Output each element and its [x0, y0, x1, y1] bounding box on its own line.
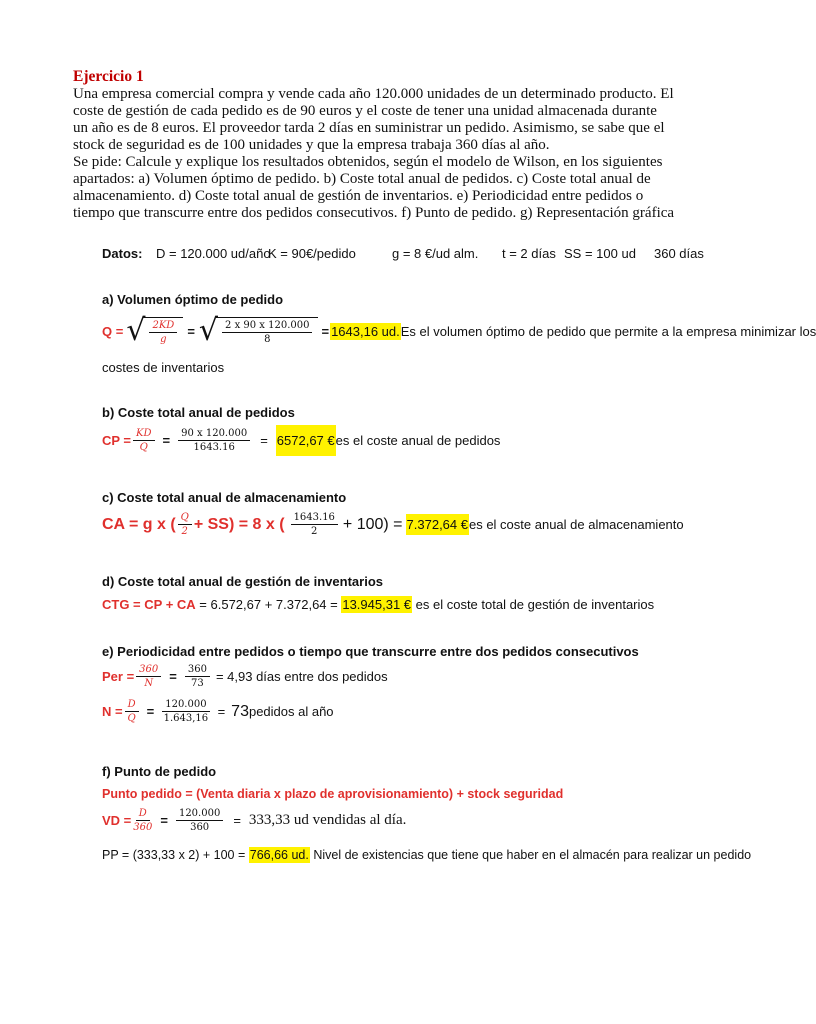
section-a-formula [102, 313, 816, 348]
b-text: es el coste anual de pedidos [335, 433, 501, 448]
section-f-pp [102, 848, 751, 862]
intro-line-8: tiempo que transcurre entre dos pedidos consecutivos. f) Punto de pedido. g) Representación gráfica [73, 205, 675, 221]
b-f-den: Q [139, 442, 148, 453]
datos-d: D = 120.000 ud/año [156, 246, 271, 261]
f-vd-c-den: 360 [190, 822, 210, 833]
f-vd-lhs: VD = [102, 813, 132, 828]
e-n-c-num: 120.000 [162, 699, 209, 712]
a-calc-num: 2 x 90 x 120.000 [222, 320, 312, 333]
intro-line-6: apartados: a) Volumen óptimo de pedido. b) Coste total anual de pedidos. c) Coste total anual de [73, 171, 651, 187]
f-vd-den: 360 [133, 822, 153, 833]
e-n-eq: = [146, 704, 155, 719]
e-n-value: 73 [231, 702, 249, 720]
c-text: es el coste anual de almacenamiento [468, 517, 684, 532]
f-pp-result: 766,66 ud. [249, 848, 309, 862]
f-pp-calc: PP = (333,33 x 2) + 100 = [102, 848, 249, 862]
b-eq2: = [260, 433, 268, 448]
a-eq: = [187, 323, 195, 339]
b-result: 6572,67 € [276, 425, 336, 456]
section-c-title: c) Coste total anual de almacenamiento [102, 490, 347, 505]
section-c-formula [102, 512, 684, 537]
f-vd-result: 333,33 ud vendidas al día. [248, 812, 407, 828]
f-vd-eq: = [160, 813, 168, 828]
e-n-num: D [125, 699, 139, 712]
a-result: 1643,16 ud. [331, 323, 400, 339]
datos-dias: 360 días [654, 246, 704, 261]
a-lhs: Q = [102, 323, 124, 339]
d-lhs: CTG = CP + CA [102, 597, 196, 612]
d-calc: = 6.572,67 + 7.372,64 = [195, 597, 342, 612]
a-text: Es el volumen óptimo de pedido que permite a la empresa minimizar los [400, 323, 816, 339]
intro-line-1: Una empresa comercial compra y vende cada año 120.000 unidades de un determinado producto. El [73, 86, 674, 102]
section-b-formula [102, 425, 500, 456]
e-per-lhs: Per = [102, 669, 135, 684]
f-vd-num: D [136, 808, 150, 821]
datos-row: Datos: [102, 246, 143, 261]
d-result: 13.945,31 € [342, 597, 412, 612]
c-rest: + 100) = [342, 515, 403, 533]
d-text: es el coste total de gestión de inventarios [412, 597, 655, 612]
e-per-num: 360 [136, 664, 161, 677]
b-lhs: CP = [102, 433, 132, 448]
datos-label: Datos [102, 246, 139, 261]
e-n-c-den: 1.643,16 [163, 713, 209, 724]
c-lhs: CA = g x ( [102, 515, 176, 533]
c-plus-ss: + SS) = 8 x ( [193, 515, 285, 533]
a-rad-den: g [160, 334, 167, 345]
section-e-per [102, 664, 388, 689]
c-c-den: 2 [311, 526, 318, 537]
section-b-title: b) Coste total anual de pedidos [102, 405, 295, 420]
e-per-eq: = [169, 669, 177, 684]
e-per-c-num: 360 [185, 664, 210, 677]
section-a-title: a) Volumen óptimo de pedido [102, 292, 284, 307]
datos-t: t = 2 días [502, 246, 556, 261]
section-e-n [102, 699, 334, 724]
section-f-vd [102, 808, 406, 833]
section-d-formula [102, 597, 654, 612]
c-result: 7.372,64 € [406, 514, 469, 535]
intro-line-2: coste de gestión de cada pedido es de 90 euros y el coste de tener una unidad almacenada durante [73, 103, 657, 119]
datos-ss: SS = 100 ud [564, 246, 636, 261]
b-c-den: 1643.16 [193, 442, 235, 453]
c-f-den: 2 [181, 526, 188, 537]
f-vd-c-num: 120.000 [176, 808, 223, 821]
datos-g: g = 8 €/ud alm. [392, 246, 479, 261]
a-rad-num: 2KD [149, 320, 177, 333]
a-radical-calc [198, 313, 319, 348]
e-per-den: N [144, 678, 154, 689]
datos-k: K = 90€/pedido [268, 246, 356, 261]
intro-line-5: Se pide: Calcule y explique los resultados obtenidos, según el modelo de Wilson, en los siguientes [73, 154, 663, 170]
c-f-num: Q [178, 512, 192, 525]
b-c-num: 90 x 120.000 [178, 428, 250, 441]
intro-line-3: un año es de 8 euros. El proveedor tarda 2 días en suministrar un pedido. Asimismo, se sabe que el [73, 120, 665, 136]
e-n-text: pedidos al año [248, 704, 334, 719]
f-pp-text: Nivel de existencias que tiene que haber en el almacén para realizar un pedido [309, 848, 752, 862]
b-eq: = [162, 433, 171, 448]
section-e-title: e) Periodicidad entre pedidos o tiempo que transcurre entre dos pedidos consecutivos [102, 644, 639, 659]
e-per-c-den: 73 [191, 678, 204, 689]
e-n-eq2: = [217, 704, 226, 719]
f-vd-eq2: = [233, 813, 241, 828]
radical-icon: √ [198, 313, 219, 348]
e-n-den: Q [127, 713, 136, 724]
b-f-num: KD [133, 428, 155, 441]
a-eq2: = [321, 323, 330, 339]
a-calc-den: 8 [264, 334, 271, 345]
e-n-lhs: N = [102, 704, 123, 719]
c-c-num: 1643.16 [291, 512, 338, 525]
a-radical [126, 313, 183, 348]
radical-icon: √ [126, 313, 146, 348]
intro-line-4: stock de seguridad es de 100 unidades y que la empresa trabaja 360 días al año. [73, 137, 550, 153]
e-per-text: = 4,93 días entre dos pedidos [215, 669, 388, 684]
f-formula: Punto pedido = (Venta diaria x plazo de aprovisionamiento) + stock seguridad [102, 787, 564, 801]
a-text-line-2: costes de inventarios [102, 360, 225, 375]
exercise-title: Ejercicio 1 [73, 68, 144, 85]
section-d-title: d) Coste total anual de gestión de inventarios [102, 574, 383, 589]
section-f-title: f) Punto de pedido [102, 764, 217, 779]
intro-line-7: almacenamiento. d) Coste total anual de gestión de inventarios. e) Periodicidad entre pedidos o [73, 188, 644, 204]
